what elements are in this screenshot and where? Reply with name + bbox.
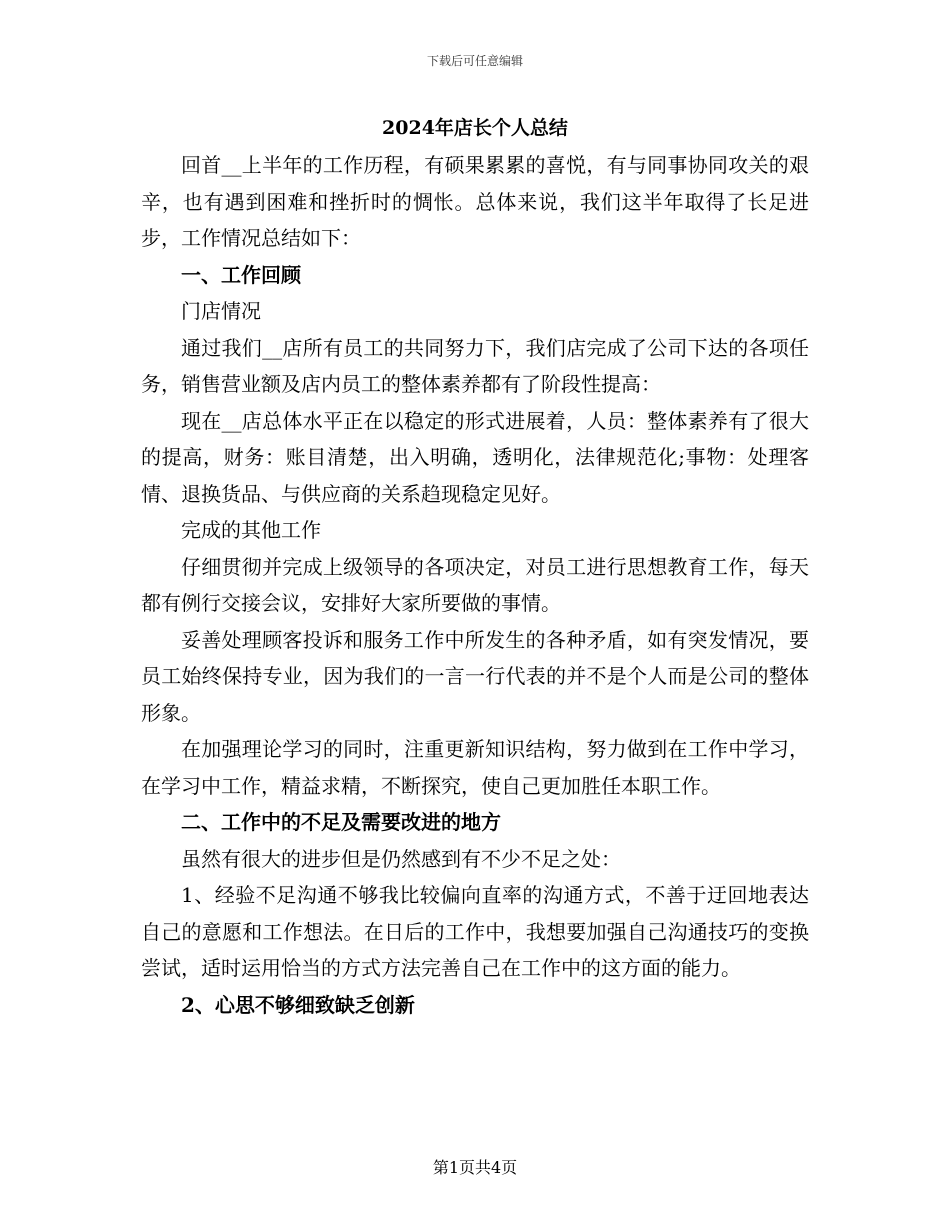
- paragraph-store-progress: 现在__店总体水平正在以稳定的形式进展着，人员：整体素养有了很大的提高，财务：账目清楚，出入明确，透明化，法律规范化;事物：处理客情、退换货品、与供应商的关系趋现稳定见好。: [141, 408, 809, 506]
- paragraph-shortcomings-intro: 虽然有很大的进步但是仍然感到有不少不足之处：: [181, 846, 621, 871]
- section-heading-review: 一、工作回顾: [181, 262, 301, 287]
- paragraph-communication: 1、经验不足沟通不够我比较偏向直率的沟通方式，不善于迂回地表达自己的意愿和工作想法。在日后的工作中，我想要加强自己沟通技巧的变换尝试，适时运用恰当的方式方法完善自己在工作中的这方面的能力。: [141, 883, 809, 980]
- section-heading-shortcomings: 二、工作中的不足及需要改进的地方: [181, 810, 501, 834]
- paragraph-complaints: 妥善处理顾客投诉和服务工作中所发生的各种矛盾，如有突发情况，要员工始终保持专业，因为我们的一言一行代表的并不是个人而是公司的整体形象。: [141, 627, 809, 725]
- paragraph-intro: 回首__上半年的工作历程，有硕果累累的喜悦，有与同事协同攻关的艰辛，也有遇到困难和挫折时的惆怅。总体来说，我们这半年取得了长足进步，工作情况总结如下：: [141, 153, 809, 250]
- paragraph-store-tasks: 通过我们__店所有员工的共同努力下，我们店完成了公司下达的各项任务，销售营业额及店内员工的整体素养都有了阶段性提高：: [141, 335, 809, 396]
- paragraph-learning: 在加强理论学习的同时，注重更新知识结构，努力做到在工作中学习，在学习中工作，精益求精，不断探究，使自己更加胜任本职工作。: [141, 737, 809, 798]
- subsection-heading-innovation: 2、心思不够细致缺乏创新: [181, 992, 415, 1017]
- paragraph-decisions: 仔细贯彻并完成上级领导的各项决定，对员工进行思想教育工作，每天都有例行交接会议，安排好大家所要做的事情。: [141, 554, 809, 615]
- header-note: 下载后可任意编辑: [426, 54, 523, 68]
- page-footer: 第1页共4页: [432, 1158, 518, 1177]
- document-body: [141, 113, 809, 1023]
- document-title: 2024年店长个人总结: [382, 117, 568, 139]
- subheading-other-work: 完成的其他工作: [181, 518, 321, 542]
- subheading-store-status: 门店情况: [181, 299, 261, 323]
